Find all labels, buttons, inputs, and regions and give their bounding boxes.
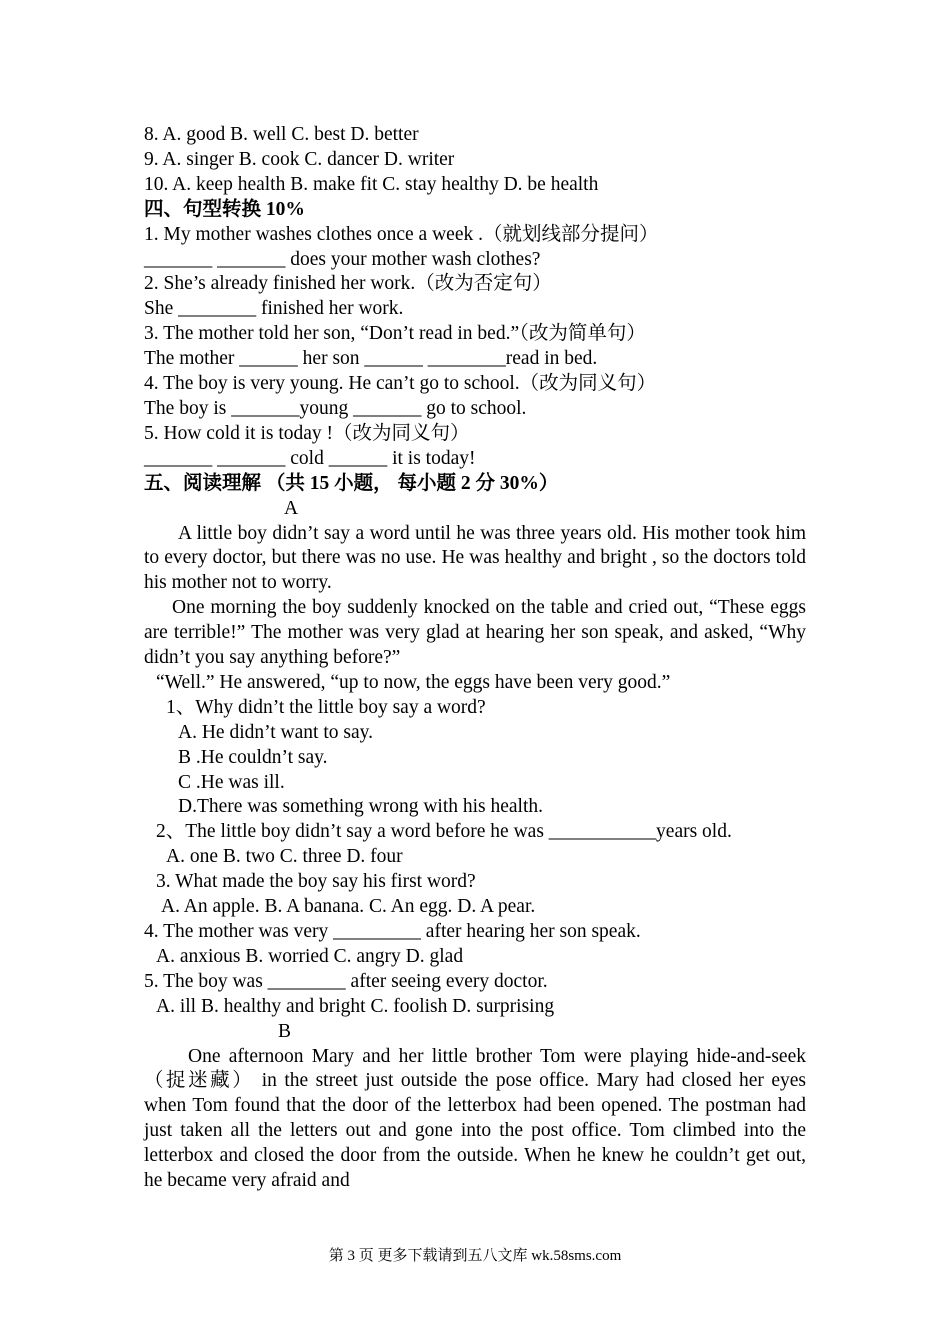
- transform-q4: 4. The boy is very young. He can’t go to school.（改为同义句）: [144, 373, 657, 395]
- reading-q2-options: A. one B. two C. three D. four: [166, 846, 403, 868]
- reading-q3: 3. What made the boy say his first word?: [156, 871, 476, 893]
- section-heading-sentence-transform: 四、句型转换 10%: [144, 198, 305, 220]
- reading-q1-option-c: C .He was ill.: [178, 771, 285, 793]
- transform-q3: 3. The mother told her son, “Don’t read in bed.”（改为简单句）: [144, 323, 646, 345]
- passage-a-paragraph-1: A little boy didn’t say a word until he was three years old. His mother took him to every doctor, but there was no use. He was healthy and bright , so the doctors told his mother not to worry.: [144, 522, 806, 594]
- reading-q5-options: A. ill B. healthy and bright C. foolish D. surprising: [156, 995, 555, 1017]
- passage-b-paragraph-1: One afternoon Mary and her little brother Tom were playing hide-and-seek（捉迷藏） in the street just outside the pose office. Mary had closed her eyes when Tom found that the door of the letterbox had been opened. The postman had just taken all the letters out and gone into the post office. Tom climbed into the letterbox and closed the door from the outside. When he knew he couldn’t get out, he became very afraid and: [144, 1045, 806, 1192]
- option-line-10: 10. A. keep health B. make fit C. stay healthy D. be health: [144, 173, 599, 195]
- reading-q4: 4. The mother was very _________ after hearing her son speak.: [144, 921, 641, 942]
- option-line-9: 9. A. singer B. cook C. dancer D. writer: [144, 148, 455, 170]
- transform-a5: _______ _______ cold ______ it is today!: [144, 447, 476, 469]
- section-heading-reading: 五、阅读理解 （共 15 小题， 每小题 2 分 30%）: [144, 472, 559, 494]
- reading-q3-options: A. An apple. B. A banana. C. An egg. D. A pear.: [161, 896, 536, 918]
- passage-a-paragraph-2: One morning the boy suddenly knocked on the table and cried out, “These eggs are terrible!” The mother was very glad at hearing her son speak, and asked, “Why didn’t you say anything before?”: [144, 597, 806, 669]
- reading-q1-option-b: B .He couldn’t say.: [178, 746, 328, 768]
- reading-q2: 2、The little boy didn’t say a word before he was ___________years old.: [156, 821, 732, 843]
- transform-a2: She ________ finished her work.: [144, 298, 404, 320]
- transform-a1: _______ _______ does your mother wash clothes?: [144, 248, 541, 270]
- passage-a-paragraph-3: “Well.” He answered, “up to now, the eggs have been very good.”: [156, 671, 671, 693]
- transform-q5: 5. How cold it is today !（改为同义句）: [144, 422, 470, 444]
- transform-a4: The boy is _______young _______ go to school.: [144, 397, 527, 419]
- document-page: [144, 123, 806, 1194]
- reading-q1-option-d: D.There was something wrong with his health.: [178, 796, 544, 818]
- reading-q1: 1、Why didn’t the little boy say a word?: [166, 696, 486, 718]
- transform-q2: 2. She’s already finished her work.（改为否定句）: [144, 273, 552, 295]
- option-line-8: 8. A. good B. well C. best D. better: [144, 124, 419, 145]
- reading-q1-option-a: A. He didn’t want to say.: [178, 721, 373, 743]
- reading-q5: 5. The boy was ________ after seeing every doctor.: [144, 970, 548, 992]
- transform-a3: The mother ______ her son ______ ________read in bed.: [144, 348, 598, 370]
- reading-q4-options: A. anxious B. worried C. angry D. glad: [156, 945, 464, 967]
- transform-q1: 1. My mother washes clothes once a week .（就划线部分提问）: [144, 223, 659, 245]
- passage-a-label: A: [284, 497, 299, 519]
- page-footer: 第 3 页 更多下载请到五八文库 wk.58sms.com: [328, 1248, 622, 1264]
- passage-b-label: B: [278, 1020, 292, 1042]
